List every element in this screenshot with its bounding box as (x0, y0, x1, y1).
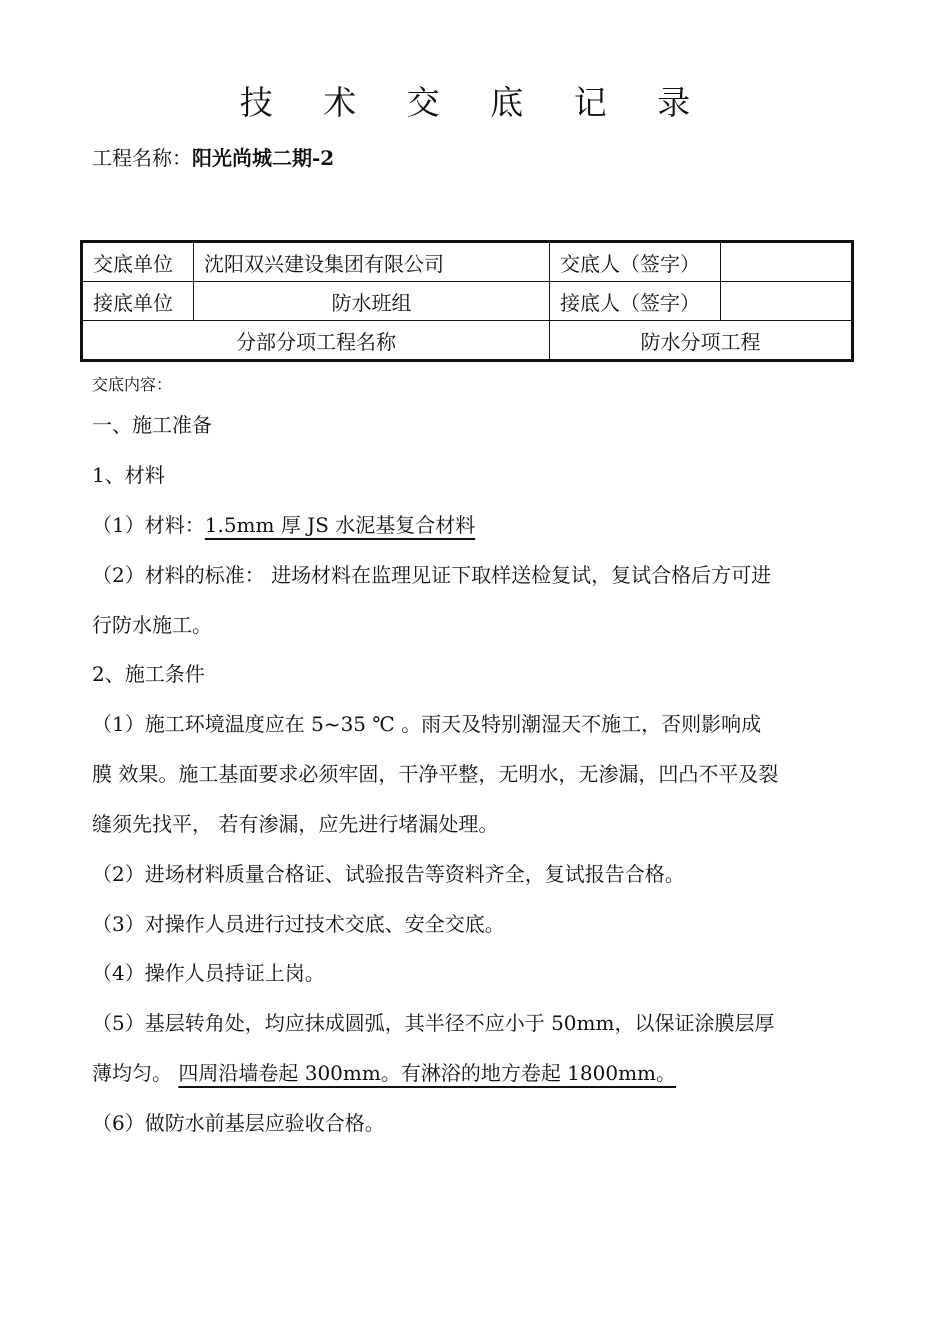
paragraph-line: （1）施工环境温度应在 5~35 ℃ 。雨天及特别潮湿天不施工，否则影响成 (92, 712, 762, 736)
section-heading: 一、施工准备 (92, 413, 212, 437)
receiver-value: 防水班组 (194, 282, 550, 321)
paragraph-line: （4）操作人员持证上岗。 (92, 961, 325, 985)
material-prefix: （1）材料： (92, 513, 205, 537)
paragraph-line: （2）进场材料质量合格证、试验报告等资料齐全，复试报告合格。 (92, 862, 685, 886)
document-title: 技 术 交 底 记 录 (239, 83, 711, 122)
paragraph-line: （6）做防水前基层应验收合格。 (92, 1111, 385, 1135)
receiver-label: 接底单位 (82, 282, 194, 321)
issuer-sign-field[interactable] (721, 242, 853, 282)
subsection-heading: 1、材料 (92, 463, 165, 487)
project-value: 阳光尚城二期-2 (192, 146, 335, 170)
subproject-value: 防水分项工程 (550, 321, 853, 361)
material-value: 1.5mm 厚 JS 水泥基复合材料 (204, 513, 476, 537)
paragraph-line: 缝须先找平， 若有渗漏，应先进行堵漏处理。 (92, 812, 499, 836)
project-name (92, 143, 334, 173)
table-row (82, 321, 853, 361)
material-line (92, 510, 475, 540)
receiver-sign-field[interactable] (721, 282, 853, 321)
subsection-heading: 2、施工条件 (92, 662, 205, 686)
table-row (82, 242, 853, 282)
paragraph-line (92, 1058, 676, 1088)
table-row (82, 282, 853, 321)
paragraph-line: 膜 效果。施工基面要求必须牢固，干净平整，无明水，无渗漏，凹凸不平及裂 (92, 762, 779, 786)
subproject-label: 分部分项工程名称 (82, 321, 550, 361)
issuer-value: 沈阳双兴建设集团有限公司 (194, 242, 550, 282)
receiver-sign-label: 接底人（签字） (550, 282, 721, 321)
paragraph-line: （5）基层转角处，均应抹成圆弧，其半径不应小于 50mm，以保证涂膜层厚 (92, 1011, 775, 1035)
underlined-note: 四周沿墙卷起 300mm。有淋浴的地方卷起 1800mm。 (178, 1061, 677, 1085)
content-label: 交底内容： (92, 375, 173, 394)
paragraph-line: （3）对操作人员进行过技术交底、安全交底。 (92, 912, 505, 936)
paragraph-prefix: 薄均匀。 (92, 1061, 179, 1085)
issuer-label: 交底单位 (82, 242, 194, 282)
project-label: 工程名称： (92, 146, 192, 170)
header-table (80, 240, 854, 362)
issuer-sign-label: 交底人（签字） (550, 242, 721, 282)
paragraph-line: 行防水施工。 (92, 613, 212, 637)
paragraph-line: （2）材料的标准： 进场材料在监理见证下取样送检复试，复试合格后方可进 (92, 563, 772, 587)
